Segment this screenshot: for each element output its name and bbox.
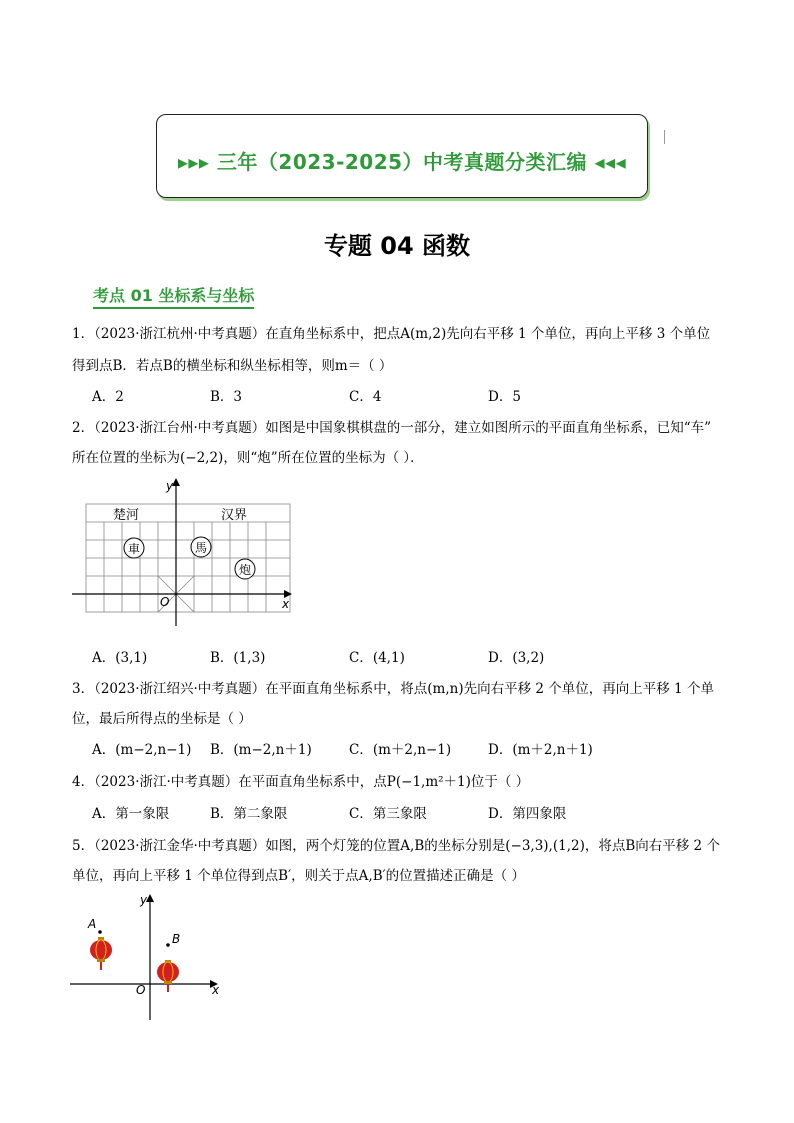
q4-option-d: D．第四象限 <box>488 806 567 822</box>
y-axis-label: y <box>140 893 148 907</box>
q3-line-1: 3．（2023·浙江绍兴·中考真题）在平面直角坐标系中，将点(m,n)先向右平移 2 个单位，再向上平移 1 个单 <box>72 681 714 697</box>
q3-option-a: A．(m−2,n−1) <box>92 742 192 758</box>
q4-option-b: B．第二象限 <box>210 806 288 822</box>
q1-option-d: D．5 <box>488 389 521 405</box>
q5-line-2: 单位，再向上平移 1 个单位得到点B′，则关于点A,B′的位置描述正确是（ ） <box>72 868 525 884</box>
piece-pao: 炮 <box>238 563 252 577</box>
q2-option-c: C．(4,1) <box>349 650 405 666</box>
q3-line-2: 位，最后所得点的坐标是（ ） <box>72 711 252 727</box>
q1-line-1: 1．（2023·浙江杭州·中考真题）在直角坐标系中，把点A(m,2)先向右平移 1 个单位，再向上平移 3 个单位 <box>72 326 711 342</box>
x-axis-label: x <box>282 597 290 611</box>
piece-ma: 馬 <box>194 541 208 555</box>
q3-option-c: C．(m＋2,n−1) <box>349 742 452 758</box>
river-right-label: 汉界 <box>221 508 248 523</box>
origin-label: O <box>136 983 146 997</box>
point-a-label: A <box>88 917 97 931</box>
q5-line-1: 5．（2023·浙江金华·中考真题）如图，两个灯笼的位置A,B的坐标分别是(−3,3),(1,2)，将点B向右平移 2 个 <box>72 838 720 854</box>
q3-option-b: B．(m−2,n＋1) <box>210 742 312 758</box>
river-left-label: 楚河 <box>113 508 140 523</box>
origin-label: O <box>160 595 170 609</box>
q2-option-a: A．(3,1) <box>92 650 148 666</box>
q1-option-c: C．4 <box>349 389 382 405</box>
q3-option-d: D．(m＋2,n＋1) <box>488 742 593 758</box>
q2-line-2: 所在位置的坐标为(−2,2)，则“炮”所在位置的坐标为（ ）． <box>72 450 424 466</box>
piece-che: 車 <box>127 542 141 556</box>
chessboard-figure <box>68 474 298 634</box>
q4-option-c: C．第三象限 <box>349 806 427 822</box>
lantern-figure <box>66 890 236 1026</box>
section-title: 考点 01 坐标系与坐标 <box>93 283 254 309</box>
banner-title: ▸▸▸ 三年（2023-2025）中考真题分类汇编 ◂◂◂ <box>177 150 627 174</box>
q4-line-1: 4．（2023·浙江·中考真题）在平面直角坐标系中，点P(−1,m²＋1)位于（ ） <box>72 774 530 790</box>
q2-option-d: D．(3,2) <box>488 650 545 666</box>
x-axis-label: x <box>212 983 220 997</box>
q2-option-b: B．(1,3) <box>210 650 266 666</box>
divider <box>664 130 665 144</box>
topic-title: 专题 04 函数 <box>323 232 471 260</box>
y-axis-label: y <box>166 479 174 493</box>
q4-option-a: A．第一象限 <box>92 806 170 822</box>
q1-option-a: A．2 <box>92 389 124 405</box>
q1-option-b: B．3 <box>210 389 243 405</box>
lantern-b-icon <box>157 960 179 992</box>
q1-line-2: 得到点B．若点B的横坐标和纵坐标相等，则m＝（ ） <box>72 358 393 374</box>
title-banner <box>156 114 648 198</box>
q2-line-1: 2．（2023·浙江台州·中考真题）如图是中国象棋棋盘的一部分，建立如图所示的平面直角坐标系，已知“车” <box>72 420 712 436</box>
lantern-a-icon <box>90 937 112 970</box>
point-b-label: B <box>172 932 181 946</box>
